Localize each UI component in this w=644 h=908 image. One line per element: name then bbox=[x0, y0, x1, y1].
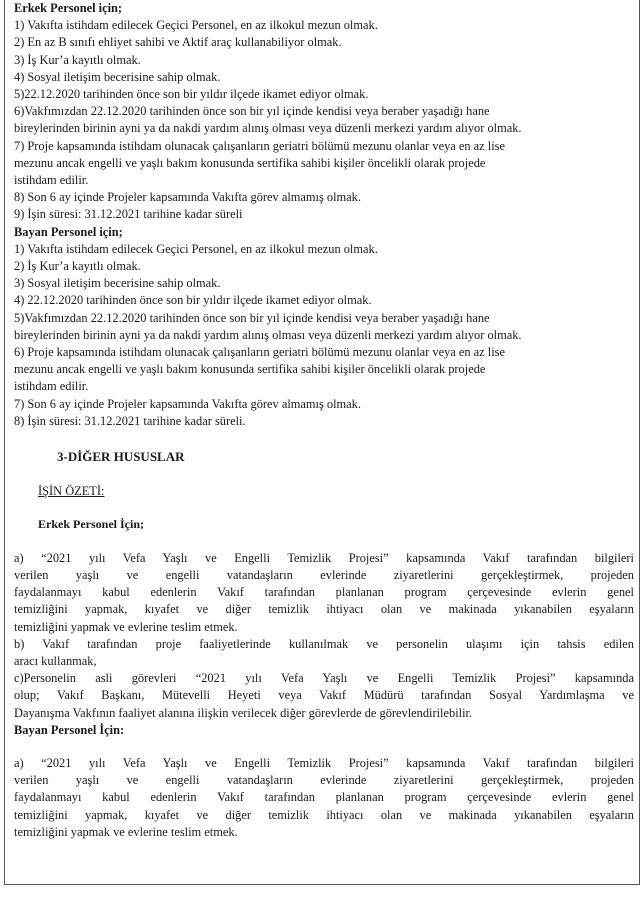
list-item: 3) İş Kur’a kayıtlı olmak. bbox=[14, 52, 141, 67]
female-duty-paragraph-a bbox=[14, 755, 634, 841]
paragraph-line: a) “2021 yılı Vefa Yaşlı ve Engelli Temizlik Projesi” kapsamında Vakıf tarafından bilgileri bbox=[14, 550, 634, 565]
list-item: 4) Sosyal iletişim becerisine sahip olmak. bbox=[14, 69, 221, 84]
list-item: 2) En az B sınıfı ehliyet sahibi ve Aktif araç kullanabiliyor olmak. bbox=[14, 35, 342, 50]
paragraph-line: temizliğini yapmak ve evlerine teslim etmek. bbox=[14, 619, 238, 634]
male-requirements-list bbox=[14, 17, 634, 223]
list-item: 8) İşin süresi: 31.12.2021 tarihine kadar süreli. bbox=[14, 413, 246, 428]
female-requirements-list bbox=[14, 241, 634, 430]
paragraph-line: temizliğini yapmak, kıyafet ve diğer temizlik ihtiyacı olan ve makinada yıkanabilen eşyaların bbox=[14, 602, 634, 617]
paragraph-line: temizliğini yapmak ve evlerine teslim etmek. bbox=[14, 824, 238, 839]
list-item: 4) 22.12.2020 tarihinden önce son bir yıldır ilçede ikamet ediyor olmak. bbox=[14, 293, 372, 308]
list-item: 6) Proje kapsamında istihdam olunacak çalışanların geriatri bölümü mezunu olanlar veya en az lise bbox=[14, 345, 505, 360]
section-title: 3-DİĞER HUSUSLAR bbox=[57, 449, 185, 465]
list-item: 1) Vakıfta istihdam edilecek Geçici Personel, en az ilkokul mezun olmak. bbox=[14, 241, 378, 256]
list-item: 5)22.12.2020 tarihinden önce son bir yıldır ilçede ikamet ediyor olmak. bbox=[14, 87, 369, 102]
list-item: 5)Vakfımızdan 22.12.2020 tarihinden önce son bir yıl içinde kendisi veya beraber yaşadığı hane bbox=[14, 310, 490, 325]
list-item: 2) İş Kur’a kayıtlı olmak. bbox=[14, 259, 141, 274]
paragraph-line: temizliğini yapmak, kıyafet ve diğer temizlik ihtiyacı olan ve makinada yıkanabilen eşyaların bbox=[14, 807, 634, 822]
list-item: 6)Vakfımızdan 22.12.2020 tarihinden önce son bir yıl içinde kendisi veya beraber yaşadığı hane bbox=[14, 104, 490, 119]
list-item: 1) Vakıfta istihdam edilecek Geçici Personel, en az ilkokul mezun olmak. bbox=[14, 18, 378, 33]
list-item: mezunu ancak engelli ve yaşlı bakım konusunda sertifika sahibi kişiler öncelikli olarak projede bbox=[14, 155, 486, 170]
paragraph-line: c)Personelin asli görevleri “2021 yılı Vefa Yaşlı ve Engelli Temizlik Projesi” kapsamında bbox=[14, 671, 634, 686]
female-duties-heading: Bayan Personel İçin: bbox=[14, 722, 125, 737]
paragraph-line: faydalanmayı kabul edenlerin Vakıf tarafından planlanan program çerçevesinde evlerin genel bbox=[14, 790, 634, 805]
list-item: 8) Son 6 ay içinde Projeler kapsamında Vakıfta görev almamış olmak. bbox=[14, 190, 361, 205]
paragraph-line: verilen yaşlı ve engelli vatandaşların evlerinde ziyaretlerini gerçekleştirmek, projeden bbox=[14, 567, 634, 582]
male-duties-heading: Erkek Personel İçin; bbox=[38, 517, 144, 532]
list-item: 3) Sosyal iletişim becerisine sahip olmak. bbox=[14, 276, 221, 291]
paragraph-line: aracı kullanmak, bbox=[14, 653, 97, 668]
list-item: 7) Proje kapsamında istihdam olunacak çalışanların geriatri bölümü mezunu olanlar veya en az lise bbox=[14, 138, 505, 153]
paragraph-line: Dayanışma Vakfının faaliyet alanına ilişkin verilecek diğer görevlerde de görevlendirilebilir. bbox=[14, 705, 473, 720]
male-duty-paragraph-c bbox=[14, 670, 634, 722]
list-item: mezunu ancak engelli ve yaşlı bakım konusunda sertifika sahibi kişiler öncelikli olarak projede bbox=[14, 362, 486, 377]
list-item: bireylerinden birinin ayni ya da nakdi yardım alınış olması veya düzenli merkezi yardım alıyor olmak. bbox=[14, 121, 522, 136]
male-duty-paragraph-a bbox=[14, 550, 634, 636]
male-requirements-heading: Erkek Personel için; bbox=[14, 1, 123, 15]
paragraph-line: verilen yaşlı ve engelli vatandaşların evlerinde ziyaretlerini gerçekleştirmek, projeden bbox=[14, 773, 634, 788]
summary-label: İŞİN ÖZETİ: bbox=[38, 484, 105, 499]
list-item: 9) İşin süresi: 31.12.2021 tarihine kadar süreli bbox=[14, 207, 243, 222]
paragraph-line: olup; Vakıf Başkanı, Mütevelli Heyeti veya Vakıf Müdürü tarafından Sosyal Yardımlaşma ve bbox=[14, 688, 634, 703]
paragraph-line: a) “2021 yılı Vefa Yaşlı ve Engelli Temizlik Projesi” kapsamında Vakıf tarafından bilgileri bbox=[14, 755, 634, 770]
list-item: bireylerinden birinin ayni ya da nakdi yardım alınış olması veya düzenli merkezi yardım alıyor olmak. bbox=[14, 327, 522, 342]
list-item: istihdam edilir. bbox=[14, 173, 89, 188]
female-requirements-heading: Bayan Personel için; bbox=[14, 224, 123, 239]
paragraph-line: b) Vakıf tarafından proje faaliyetlerinde kullanılmak ve personelin ulaşımı için tahsis edilen bbox=[14, 636, 634, 651]
paragraph-line: faydalanmayı kabul edenlerin Vakıf tarafından planlanan program çerçevesinde evlerin genel bbox=[14, 585, 634, 600]
list-item: istihdam edilir. bbox=[14, 379, 89, 394]
document-body bbox=[14, 0, 634, 841]
male-duty-paragraph-b bbox=[14, 636, 634, 670]
list-item: 7) Son 6 ay içinde Projeler kapsamında Vakıfta görev almamış olmak. bbox=[14, 396, 361, 411]
